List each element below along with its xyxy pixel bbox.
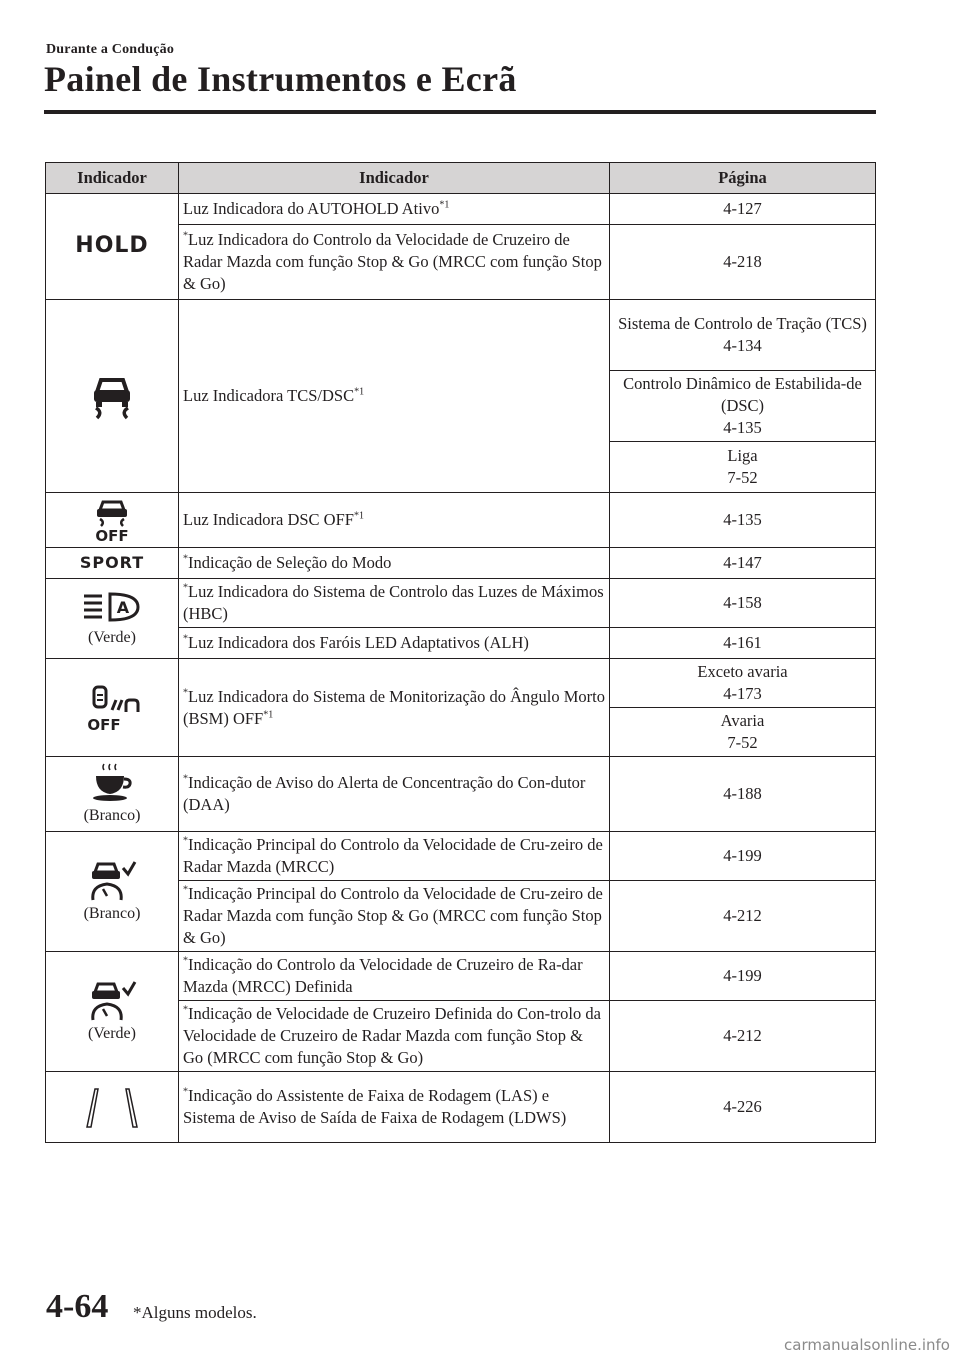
table-row [46, 659, 876, 708]
page-cell: Controlo Dinâmico de Estabilida-de (DSC) 4-135 [610, 371, 876, 442]
table-row [46, 757, 876, 832]
tcs-dsc-icon [87, 372, 137, 420]
icon-cell [46, 493, 179, 548]
section-label: Durante a Condução [46, 42, 175, 57]
page-cell: 4-212 [610, 881, 876, 952]
desc-cell: *Luz Indicadora do Controlo da Velocidade de Cruzeiro de Radar Mazda com função Stop & Go (MRCC com função Stop & Go) [179, 225, 610, 300]
page-cell: 4-212 [610, 1001, 876, 1072]
table-row [46, 300, 876, 371]
desc-cell: Luz Indicadora TCS/DSC$^{*1}$ [179, 300, 610, 493]
icon-caption: (Branco) [83, 904, 141, 922]
high-beam-auto-icon [80, 590, 144, 626]
dsc-off-icon [84, 498, 140, 542]
svg-text:A: A [116, 597, 130, 617]
icon-caption: (Verde) [88, 628, 136, 646]
desc-cell: *Indicação do Assistente de Faixa de Rodagem (LAS) e Sistema de Aviso de Saída de Faixa de Rodagem (LDWS) [179, 1072, 610, 1143]
desc-cell: *Indicação Principal do Controlo da Velocidade de Cru-zeiro de Radar Mazda com função Stop & Go (MRCC com função Stop & Go) [179, 881, 610, 952]
desc-cell: *Indicação do Controlo da Velocidade de Cruzeiro de Ra-dar Mazda (MRCC) Definida [179, 952, 610, 1001]
icon-cell [46, 194, 179, 300]
desc-cell: *Indicação de Aviso do Alerta de Concentração do Con-dutor (DAA) [179, 757, 610, 832]
desc-cell: *Luz Indicadora dos Faróis LED Adaptativos (ALH) [179, 628, 610, 659]
page-cell: 4-188 [610, 757, 876, 832]
page-cell: 4-158 [610, 579, 876, 628]
lane-lines-icon [77, 1085, 147, 1129]
title-rule [44, 110, 876, 114]
desc-cell: Luz Indicadora DSC OFF$^{*1}$ [179, 493, 610, 548]
icon-cell [46, 832, 179, 952]
page-title: Painel de Instrumentos e Ecrã [44, 59, 517, 99]
footnote: *Alguns modelos. [133, 1303, 257, 1322]
sport-icon: SPORT [79, 553, 145, 572]
desc-cell: *Indicação Principal do Controlo da Velocidade de Cru-zeiro de Radar Mazda (MRCC) [179, 832, 610, 881]
page-cell: Liga 7-52 [610, 442, 876, 493]
indicator-table [45, 162, 876, 1143]
table-row [46, 952, 876, 1001]
icon-caption: (Verde) [88, 1024, 136, 1042]
hold-icon: HOLD [75, 233, 149, 258]
page-cell: Avaria 7-52 [610, 708, 876, 757]
table-row [46, 548, 876, 579]
page-cell: 4-218 [610, 225, 876, 300]
svg-text:OFF: OFF [87, 715, 121, 732]
icon-cell [46, 300, 179, 493]
bsm-off-icon [82, 684, 142, 732]
svg-text:OFF: OFF [95, 527, 129, 542]
desc-cell: *Luz Indicadora do Sistema de Monitorização do Ângulo Morto (BSM) OFF$^{*1}$ [179, 659, 610, 757]
table-row [46, 832, 876, 881]
page-cell: 4-199 [610, 952, 876, 1001]
table-row [46, 1072, 876, 1143]
desc-cell: *Indicação de Velocidade de Cruzeiro Definida do Con-trolo da Velocidade de Cruzeiro de Radar Mazda com função Stop & Go (MRCC com função Stop & Go) [179, 1001, 610, 1072]
page-number: 4-64 [46, 1288, 109, 1325]
coffee-cup-icon [88, 762, 136, 804]
page-cell: 4-147 [610, 548, 876, 579]
page-cell: Sistema de Controlo de Tração (TCS) 4-134 [610, 300, 876, 371]
page-cell: Exceto avaria 4-173 [610, 659, 876, 708]
desc-cell: *Luz Indicadora do Sistema de Controlo das Luzes de Máximos (HBC) [179, 579, 610, 628]
icon-caption: (Branco) [83, 807, 141, 824]
col-header-icon: Indicador [46, 163, 179, 194]
icon-cell [46, 952, 179, 1072]
table-row [46, 493, 876, 548]
icon-cell [46, 1072, 179, 1143]
mrcc-set-icon [87, 980, 137, 1022]
page-cell: 4-135 [610, 493, 876, 548]
desc-cell: Luz Indicadora do AUTOHOLD Ativo$^{*1}$ [179, 194, 610, 225]
watermark: carmanualsonline.info [784, 1336, 950, 1354]
page-cell: 4-226 [610, 1072, 876, 1143]
icon-cell [46, 579, 179, 659]
page-cell: 4-161 [610, 628, 876, 659]
page-cell: 4-199 [610, 832, 876, 881]
desc-cell: *Indicação de Seleção do Modo [179, 548, 610, 579]
icon-cell [46, 659, 179, 757]
table-header-row [46, 163, 876, 194]
icon-cell [46, 548, 179, 579]
col-header-page: Página [610, 163, 876, 194]
page-cell: 4-127 [610, 194, 876, 225]
table-row [46, 579, 876, 628]
icon-cell [46, 757, 179, 832]
col-header-indicator: Indicador [179, 163, 610, 194]
table-row [46, 194, 876, 225]
mrcc-icon [87, 860, 137, 902]
